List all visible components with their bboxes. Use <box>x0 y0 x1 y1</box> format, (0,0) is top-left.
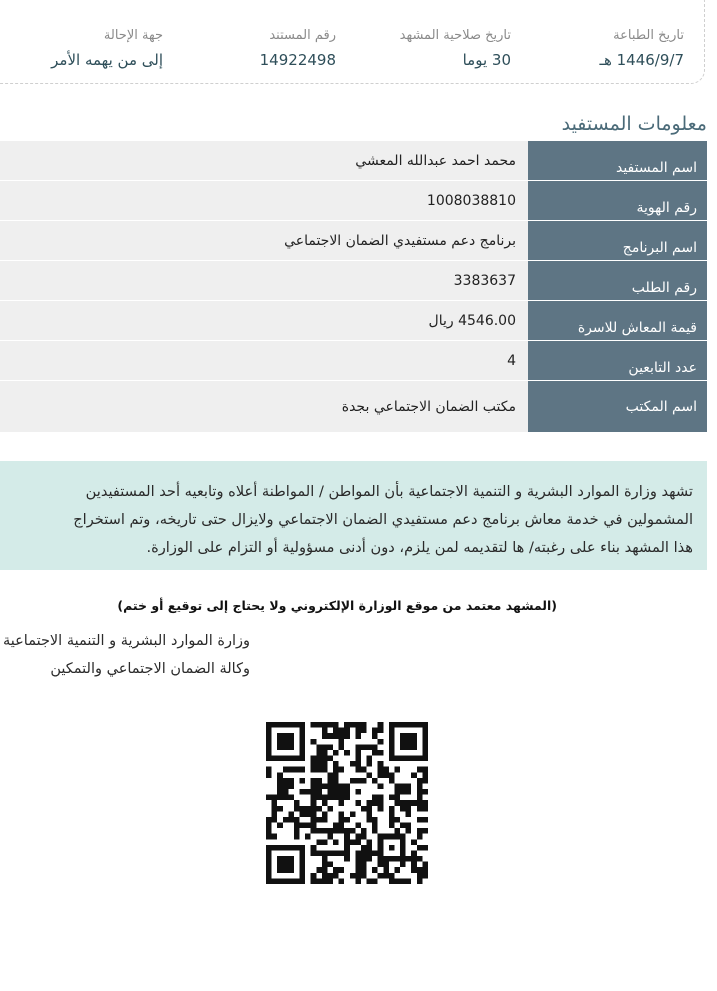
row-label: رقم الهوية <box>528 181 707 220</box>
print-date-label: تاريخ الطباعة <box>613 28 684 43</box>
row-label: اسم المكتب <box>528 381 707 432</box>
row-value: 1008038810 <box>0 181 528 220</box>
table-row <box>0 141 707 181</box>
referral-value: إلى من يهمه الأمر <box>51 51 163 69</box>
row-value: 4 <box>0 341 528 380</box>
approval-note: (المشهد معتمد من موقع الوزارة الإلكتروني ولا يحتاج إلى توقيع أو ختم) <box>117 598 557 613</box>
row-label: رقم الطلب <box>528 261 707 300</box>
validity-label: تاريخ صلاحية المشهد <box>399 28 511 43</box>
document-number-value: 14922498 <box>259 51 336 69</box>
table-row <box>0 261 707 301</box>
referral-label: جهة الإحالة <box>103 28 163 43</box>
validity <box>400 28 511 69</box>
notice-line-1: تشهد وزارة الموارد البشرية و التنمية الاجتماعية بأن المواطن / المواطنة أعلاه وتابعيه أحد المستفيدين <box>85 483 693 500</box>
print-date <box>600 28 684 69</box>
ministry-name: وزارة الموارد البشرية و التنمية الاجتماعية <box>2 633 250 649</box>
row-value: 3383637 <box>0 261 528 300</box>
table-row <box>0 221 707 261</box>
certification-notice <box>0 461 707 570</box>
row-value: 4546.00 ريال <box>0 301 528 340</box>
table-row <box>0 341 707 381</box>
print-date-value: 1446/9/7 هـ <box>599 51 684 69</box>
validity-value: 30 يوما <box>462 51 511 69</box>
beneficiary-table <box>0 141 707 433</box>
section-title: معلومات المستفيد <box>561 113 707 135</box>
qr-code-icon <box>266 722 428 884</box>
row-value: محمد احمد عبدالله المعشي <box>0 141 528 180</box>
agency-name: وكالة الضمان الاجتماعي والتمكين <box>50 661 250 677</box>
table-row <box>0 181 707 221</box>
row-value: مكتب الضمان الاجتماعي بجدة <box>0 381 528 432</box>
row-label: قيمة المعاش للاسرة <box>528 301 707 340</box>
row-value: برنامج دعم مستفيدي الضمان الاجتماعي <box>0 221 528 260</box>
row-label: اسم البرنامج <box>528 221 707 260</box>
row-label: عدد التابعين <box>528 341 707 380</box>
row-label: اسم المستفيد <box>528 141 707 180</box>
referral <box>51 28 163 69</box>
document-number-label: رقم المستند <box>269 28 336 43</box>
notice-line-3: هذا المشهد بناء على رغبته/ ها لتقديمه لمن يلزم، دون أدنى مسؤولية أو التزام على الوزارة. <box>146 539 693 556</box>
notice-line-2: المشمولين في خدمة معاش برنامج دعم مستفيدي الضمان الاجتماعي ولايزال حتى تاريخه، وتم استخراج <box>73 511 693 528</box>
document-number <box>260 28 336 69</box>
table-row <box>0 381 707 433</box>
table-row <box>0 301 707 341</box>
